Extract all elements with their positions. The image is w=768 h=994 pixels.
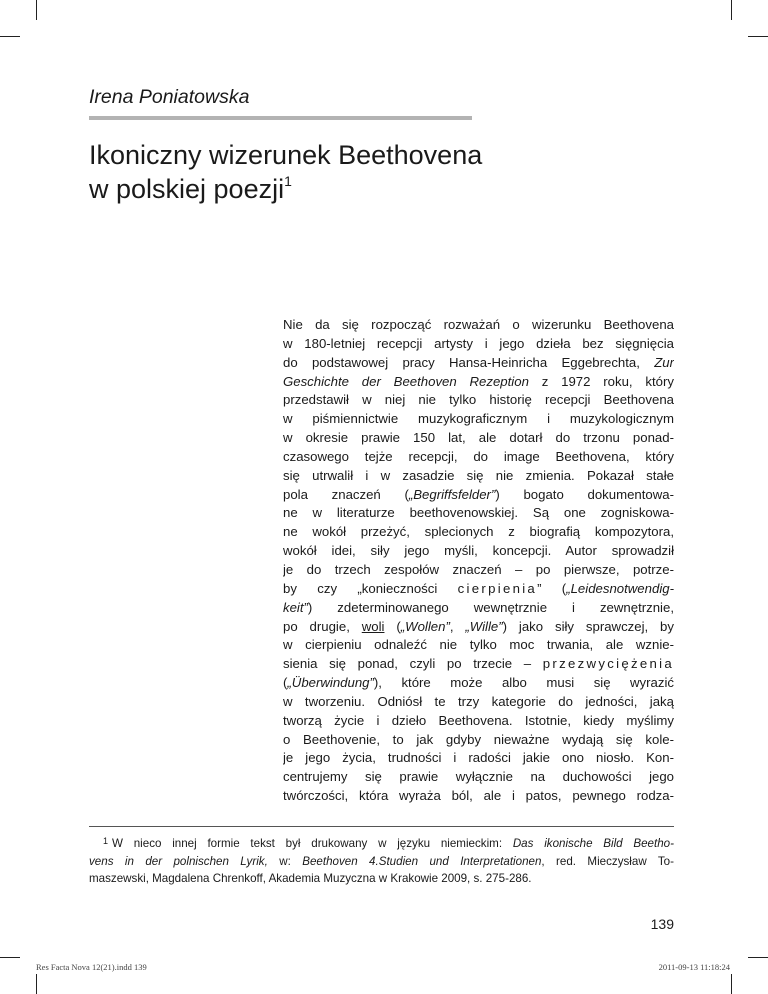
body-line: pola znaczeń („Begriffsfelder”) bogato dokumentowa- — [283, 486, 674, 502]
page-number: 139 — [650, 916, 674, 932]
body-line: w cierpieniu odnaleźć nie tylko moc trwania, ale wznie- — [283, 637, 674, 653]
body-line: sienia się ponad, czyli po trzecie – przezwyciężenia — [283, 656, 674, 672]
body-line: do podstawowej pracy Hansa-Heinricha Eggebrechta, Zur — [283, 354, 674, 370]
crop-mark-top-left-horizontal — [0, 36, 20, 37]
crop-mark-top-right-horizontal — [748, 36, 768, 37]
body-line: czasowego tejże recepcji, do image Beethovena, który — [283, 448, 674, 464]
body-line: w piśmiennictwie muzykograficznym i muzykologicznym — [283, 411, 674, 427]
footnote-mark: 1 — [103, 836, 109, 846]
crop-mark-bottom-right-vertical — [731, 974, 732, 994]
body-line: po drugie, woli („Wollen”, „Wille”) jako siły sprawczej, by — [283, 618, 674, 634]
body-line: twórczości, która wyraża ból, ale i patos, pewnego rodza- — [283, 788, 674, 804]
body-line: przedstawił w niej nie tylko historię recepcji Beethovena — [283, 392, 674, 408]
footnote-line: vens in der polnischen Lyrik, w: Beethoven 4.Studien und Interpretationen, red. Mieczysław To- — [89, 854, 674, 868]
body-line: Geschichte der Beethoven Rezeption z 1972 roku, który — [283, 373, 674, 389]
footnote-line: $^1$ W nieco innej formie tekst był drukowany w języku niemieckim: Das ikonische Bild Beetho- — [103, 836, 674, 850]
body-text — [283, 316, 674, 806]
title-line-1: Ikoniczny wizerunek Beethovena — [89, 140, 483, 170]
title-line-2: w polskiej poezji — [89, 174, 285, 204]
body-line: o Beethovenie, to jak gdyby nieważne wydają się kole- — [283, 731, 674, 747]
crop-mark-top-right-vertical — [731, 0, 732, 20]
footnote-rule — [89, 826, 674, 827]
crop-mark-bottom-left-horizontal — [0, 957, 20, 958]
print-slug-file: Res Facta Nova 12(21).indd 139 — [36, 962, 147, 972]
body-line: ne wokół przeżyć, splecionych z biografią kompozytora, — [283, 524, 674, 540]
body-line: by czy „konieczności cierpienia” („Leidesnotwendig- — [283, 580, 674, 596]
body-line: wokół idei, siły jego myśli, koncepcji. Autor sprowadził — [283, 543, 674, 559]
body-line: („Überwindung”), które może albo musi się wyrazić — [283, 675, 674, 691]
body-line: je do trzech zespołów znaczeń – po pierwsze, potrze- — [283, 561, 674, 577]
body-line: tworzą życie i dzieło Beethovena. Istotnie, kiedy myślimy — [283, 712, 674, 728]
crop-mark-bottom-right-horizontal — [748, 957, 768, 958]
crop-mark-bottom-left-vertical — [36, 974, 37, 994]
footnote — [89, 833, 674, 888]
body-line: w 180-letniej recepcji artysty i jego dzieła bez sięgnięcia — [283, 335, 674, 351]
body-line: keit”) zdeterminowanego wewnętrznie i zewnętrznie, — [283, 599, 674, 615]
body-line: je jego życia, trudności i radości jakie ono niosło. Kon- — [283, 750, 674, 766]
crop-mark-top-left-vertical — [36, 0, 37, 20]
body-line: centrujemy się prawie wyłącznie na duchowości jego — [283, 769, 674, 785]
body-line: się utrwalił i w zasadzie się nie zmienia. Pokazał stałe — [283, 467, 674, 483]
body-line: ne w literaturze beethovenowskiej. Są one zogniskowa- — [283, 505, 674, 521]
author-name: Irena Poniatowska — [89, 86, 250, 108]
body-line: w okresie prawie 150 lat, ale dotarł do trzonu ponad- — [283, 430, 674, 446]
title-footnote-ref[interactable]: 1 — [284, 173, 292, 189]
body-line: Nie da się rozpocząć rozważań o wizerunku Beethovena — [283, 317, 674, 332]
article-title — [89, 138, 482, 206]
print-slug-timestamp: 2011-09-13 11:18:24 — [658, 962, 730, 972]
body-line: w tworzeniu. Odniósł te trzy kategorie do jedności, jaką — [283, 693, 674, 709]
title-rule — [89, 116, 472, 120]
footnote-line: maszewski, Magdalena Chrenkoff, Akademia Muzyczna w Krakowie 2009, s. 275-286. — [89, 872, 532, 885]
